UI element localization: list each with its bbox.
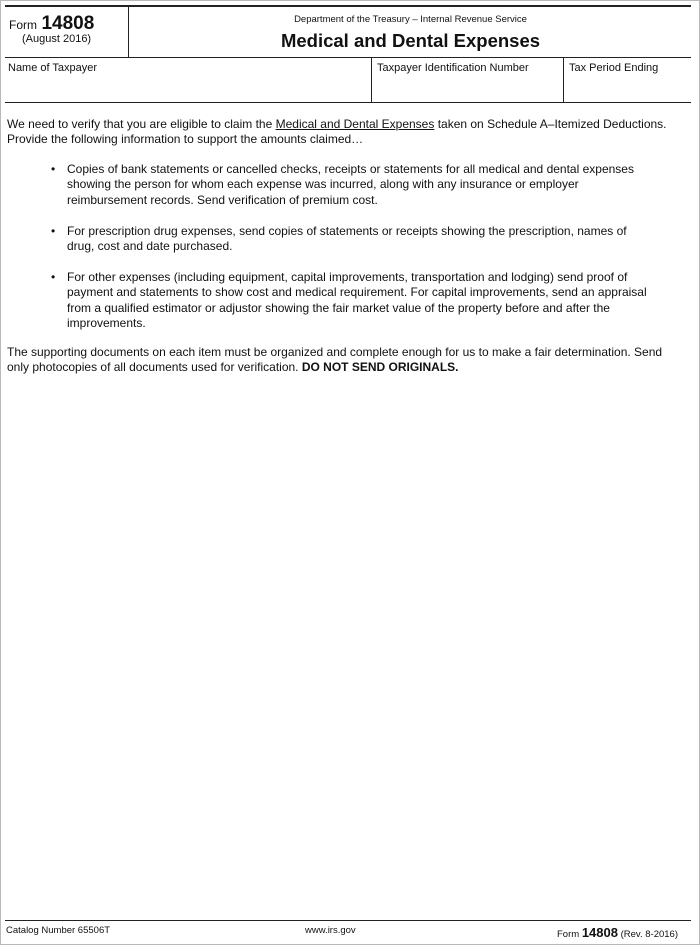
website-link[interactable]: www.irs.gov xyxy=(305,925,356,936)
requirements-list xyxy=(51,162,651,332)
taxpayer-id-label: Taxpayer Identification Number xyxy=(377,62,529,74)
fields-divider xyxy=(5,102,691,103)
closing-paragraph xyxy=(7,345,667,376)
catalog-number: Catalog Number 65506T xyxy=(6,925,111,936)
form-prefix: Form xyxy=(9,18,37,32)
footer-revision: (Rev. 8-2016) xyxy=(620,929,678,940)
intro-text: taken on Schedule A–Itemized Deductions. Provide the following information to support the amounts claimed… xyxy=(7,117,667,147)
list-item xyxy=(51,270,651,332)
closing-warning: DO NOT SEND ORIGINALS. xyxy=(301,360,459,375)
list-item-text: For prescription drug expenses, send copies of statements or receipts showing the prescription, names of drug, cost and date purchased. xyxy=(67,223,627,254)
field-divider xyxy=(563,58,564,102)
footer-rule xyxy=(5,920,691,921)
agency-name: Department of the Treasury – Internal Revenue Service xyxy=(294,14,527,25)
list-item-text: Copies of bank statements or cancelled checks, receipts or statements for all medical and dental expenses showing the person for whom each expense was incurred, along with any insurance or employer reimbursement records. Send verification of premium cost. xyxy=(67,162,634,207)
list-item xyxy=(51,162,651,208)
field-divider xyxy=(371,58,372,102)
tax-period-label: Tax Period Ending xyxy=(569,62,659,74)
bullet-icon: • xyxy=(51,223,56,238)
form-number: 14808 xyxy=(41,13,95,34)
form-identifier xyxy=(9,13,94,35)
closing-text: The supporting documents on each item must be organized and complete enough for us to make a fair determination. Send only photocopies of all documents used for verification. xyxy=(7,345,663,375)
intro-text: We need to verify that you are eligible to claim the xyxy=(7,117,276,131)
bullet-icon: • xyxy=(51,270,56,285)
name-of-taxpayer-label: Name of Taxpayer xyxy=(8,62,98,74)
bullet-icon: • xyxy=(51,162,56,176)
header-divider xyxy=(5,57,691,58)
list-item xyxy=(51,224,651,255)
form-date: (August 2016) xyxy=(22,33,92,45)
intro-paragraph xyxy=(7,117,667,148)
footer-form-identifier xyxy=(557,925,678,940)
footer-form-number: 14808 xyxy=(581,925,618,940)
footer-form-prefix: Form xyxy=(557,929,580,940)
list-item-text: For other expenses (including equipment, capital improvements, transportation and lodging) send proof of payment and statements to show cost and medical requirement. For capital improvements, send an appraisal from a qualified estimator or adjustor showing the fair market value of the property before and after the improvements. xyxy=(67,270,647,331)
intro-underlined-term: Medical and Dental Expenses xyxy=(275,117,435,131)
form-title: Medical and Dental Expenses xyxy=(280,30,541,51)
